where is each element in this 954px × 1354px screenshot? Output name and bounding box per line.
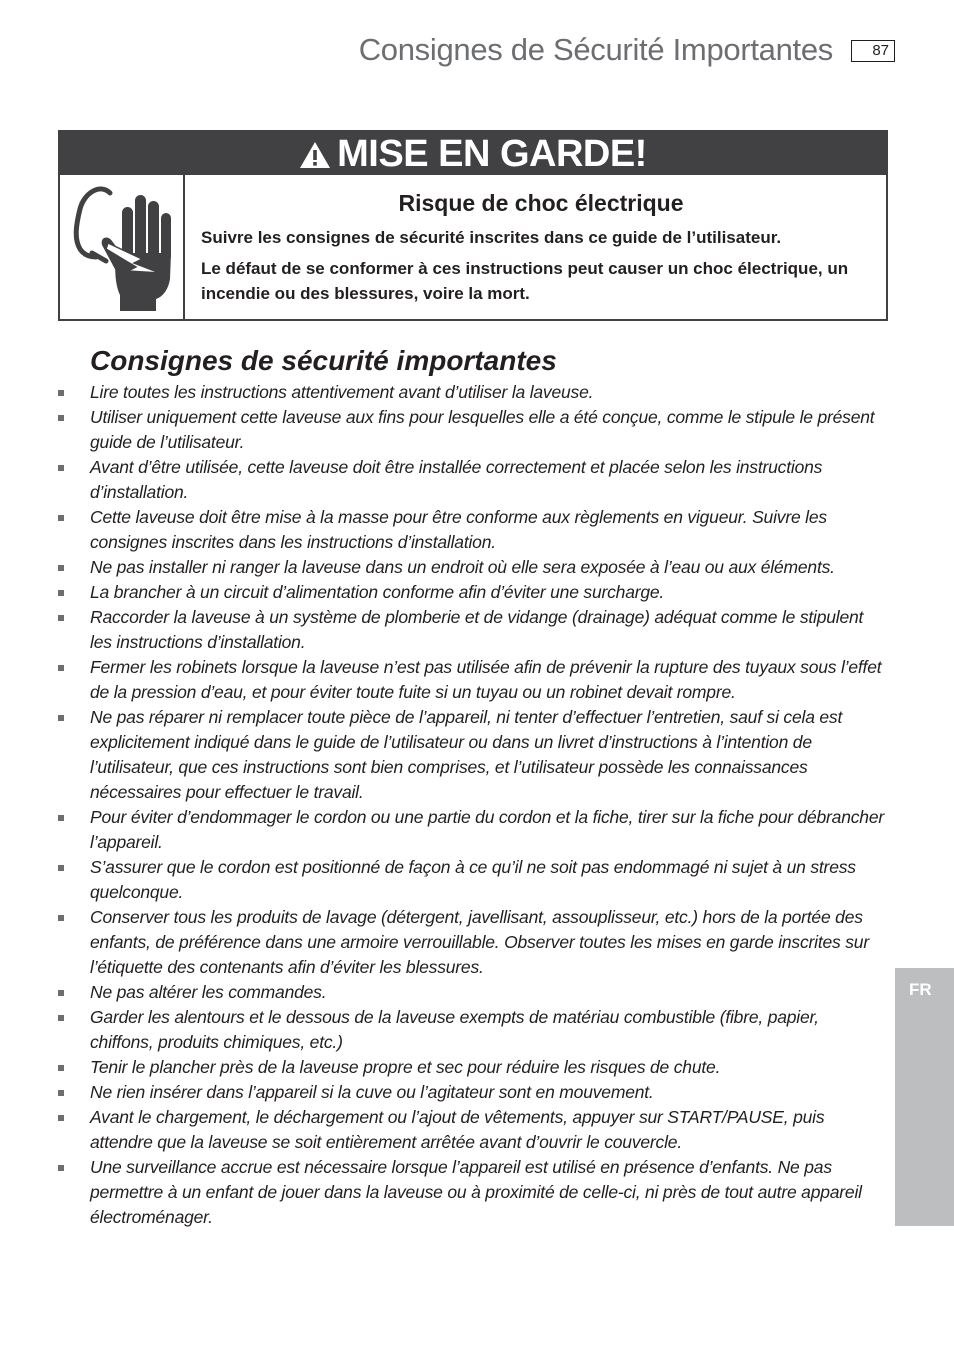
bullet-icon xyxy=(58,915,64,921)
list-item-text: Pour éviter d’endommager le cordon ou une partie du cordon et la fiche, tirer sur la fiche pour débrancher l’appareil. xyxy=(90,807,884,852)
bullet-icon xyxy=(58,1090,64,1096)
bullet-icon xyxy=(58,815,64,821)
list-item xyxy=(56,905,886,980)
list-item xyxy=(56,405,886,455)
list-item xyxy=(56,805,886,855)
list-item-text: Cette laveuse doit être mise à la masse pour être conforme aux règlements en vigueur. Suivre les consignes inscrites dans les instructions d’installation. xyxy=(90,507,827,552)
list-item xyxy=(56,1105,886,1155)
list-item-text: Avant d’être utilisée, cette laveuse doit être installée correctement et placée selon les instructions d’installation. xyxy=(90,457,823,502)
bullet-icon xyxy=(58,1165,64,1171)
list-item xyxy=(56,705,886,805)
warning-line: Le défaut de se conformer à ces instructions peut causer un choc électrique, un incendie ou des blessures, voire la mort. xyxy=(201,259,849,303)
bullet-icon xyxy=(58,390,64,396)
list-item-text: Une surveillance accrue est nécessaire lorsque l’appareil est utilisé en présence d’enfants. Ne pas permettre à un enfant de jouer dans la laveuse ou à proximité de celle-ci, ni près de tout autre appareil électroménager. xyxy=(90,1157,862,1227)
list-item-text: Conserver tous les produits de lavage (détergent, javellisant, assouplisseur, etc.) hors de la portée des enfants, de préférence dans une armoire verrouillable. Observer toutes les mises en garde inscrites sur l’étiquette des contenants afin d’éviter les blessures. xyxy=(90,907,869,977)
list-item-text: Fermer les robinets lorsque la laveuse n’est pas utilisée afin de prévenir la rupture des tuyaux sous l’effet de la pression d’eau, et pour éviter toute fuite si un tuyau ou un robinet devait rompre. xyxy=(90,657,882,702)
list-item xyxy=(56,555,886,580)
list-item xyxy=(56,455,886,505)
page-header-title: Consignes de Sécurité Importantes xyxy=(358,32,833,67)
bullet-icon xyxy=(58,615,64,621)
warning-content xyxy=(201,175,881,312)
bullet-icon xyxy=(58,1115,64,1121)
list-item xyxy=(56,1080,886,1105)
warning-line: Suivre les consignes de sécurité inscrites dans ce guide de l’utilisateur. xyxy=(201,228,782,247)
bullet-icon xyxy=(58,590,64,596)
list-item-text: Ne pas réparer ni remplacer toute pièce de l’appareil, ni tenter d’effectuer l’entretien, sauf si cela est explicitement indiqué dans le guide de l’utilisateur ou dans un livret d’instructions à l’intention de l’utilisateur, que ces instructions sont bien comprises, et l’utilisateur possède les connaissances nécessaires pour effectuer le travail. xyxy=(90,707,843,802)
bullet-icon xyxy=(58,515,64,521)
list-item xyxy=(56,505,886,555)
list-item-text: La brancher à un circuit d’alimentation conforme afin d’éviter une surcharge. xyxy=(90,582,665,602)
instruction-list xyxy=(56,380,886,1230)
bullet-icon xyxy=(58,1065,64,1071)
list-item-text: Lire toutes les instructions attentivement avant d’utiliser la laveuse. xyxy=(90,382,594,402)
list-item xyxy=(56,1055,886,1080)
bullet-icon xyxy=(58,715,64,721)
warning-title: MISE EN GARDE! xyxy=(337,133,647,175)
list-item xyxy=(56,580,886,605)
warning-box xyxy=(58,130,888,321)
bullet-icon xyxy=(58,415,64,421)
list-item-text: Utiliser uniquement cette laveuse aux fins pour lesquelles elle a été conçue, comme le stipule le présent guide de l’utilisateur. xyxy=(90,407,875,452)
list-item xyxy=(56,605,886,655)
list-item-text: Raccorder la laveuse à un système de plomberie et de vidange (drainage) adéquat comme le stipulent les instructions d’installation. xyxy=(90,607,864,652)
language-tab-label: FR xyxy=(909,980,932,999)
bullet-icon xyxy=(58,990,64,996)
section-title: Consignes de sécurité importantes xyxy=(90,345,557,376)
language-tab xyxy=(895,968,954,1226)
bullet-icon xyxy=(58,465,64,471)
electric-shock-hand-icon xyxy=(70,183,174,311)
bullet-icon xyxy=(58,865,64,871)
warning-icon-cell xyxy=(60,175,185,319)
list-item xyxy=(56,855,886,905)
list-item xyxy=(56,380,886,405)
list-item-text: Avant le chargement, le déchargement ou l’ajout de vêtements, appuyer sur START/PAUSE, puis attendre que la laveuse se soit entièrement arrêtée avant d’ouvrir le couvercle. xyxy=(90,1107,825,1152)
list-item-text: Ne pas altérer les commandes. xyxy=(90,982,327,1002)
list-item-text: Tenir le plancher près de la laveuse propre et sec pour réduire les risques de chute. xyxy=(90,1057,721,1077)
list-item xyxy=(56,980,886,1005)
warning-header xyxy=(60,132,886,175)
warning-triangle-icon xyxy=(299,141,331,169)
list-item-text: S’assurer que le cordon est positionné de façon à ce qu’il ne soit pas endommagé ni sujet à un stress quelconque. xyxy=(90,857,856,902)
list-item-text: Ne rien insérer dans l’appareil si la cuve ou l’agitateur sont en mouvement. xyxy=(90,1082,654,1102)
bullet-icon xyxy=(58,1015,64,1021)
warning-subtitle: Risque de choc électrique xyxy=(398,190,684,216)
list-item xyxy=(56,1155,886,1230)
page-number: 87 xyxy=(851,40,895,62)
bullet-icon xyxy=(58,665,64,671)
list-item-text: Ne pas installer ni ranger la laveuse dans un endroit où elle sera exposée à l’eau ou aux éléments. xyxy=(90,557,835,577)
list-item xyxy=(56,655,886,705)
bullet-icon xyxy=(58,565,64,571)
list-item-text: Garder les alentours et le dessous de la laveuse exempts de matériau combustible (fibre, papier, chiffons, produits chimiques, etc.) xyxy=(90,1007,819,1052)
list-item xyxy=(56,1005,886,1055)
